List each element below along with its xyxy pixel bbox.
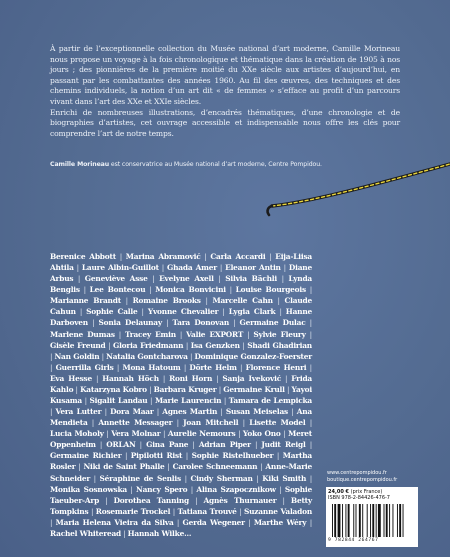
artist-separator: | [153,407,163,417]
artist-name: Hannah Höch [102,373,159,383]
artist-separator: | [217,407,226,417]
artist-separator: | [114,329,125,339]
barcode-number: 9 782844 264767 [328,538,379,543]
artist-name: Tamara de Lempicka [228,396,313,406]
artist-name: Alina Szapocznikow [196,484,276,494]
artist-name: Lygia Clark [228,307,276,317]
artist-name: Susan Meiselas [225,407,288,417]
artist-separator: | [236,506,244,516]
barcode-bar [392,504,393,537]
artist-separator: | [243,329,254,339]
artist-separator: | [121,451,131,461]
barcode-bar [378,504,381,537]
barcode-bar [399,504,401,537]
artist-name: Rosemarie Trockel [95,506,171,516]
artist-separator: | [88,506,96,516]
artist-name: Adrian Piper [198,440,251,450]
isbn: ISBN 978-2-84426-476-7 [328,495,390,501]
artist-separator: | [275,307,286,317]
artist-name: Vera Lutter [55,407,102,417]
artist-name: Betty Tompkins [50,495,312,516]
barcode-bar [389,504,390,537]
artist-separator: | [50,517,56,527]
artist-separator: | [216,384,224,394]
artist-separator: | [239,340,248,350]
artist-separator: | [305,329,312,339]
artist-separator: | [216,263,226,273]
artist-name: Roni Horn [169,373,213,383]
artist-name: Rachel Whiteread [50,528,122,538]
artist-name: Shadi Ghadirian [247,340,312,350]
artist-separator: | [87,318,99,328]
artist-name: Nancy Spero [136,484,188,494]
artist-separator: | [180,362,190,372]
artist-separator: | [103,429,112,439]
artist-name: Carla Accardi [210,252,266,261]
artist-name: Anne-Marie Schneider [50,462,312,483]
artist-name: Gloria Friedmann [112,340,184,350]
artist-separator: | [244,517,254,527]
artist-separator: | [135,440,147,450]
artist-separator: | [90,473,100,483]
artist-separator: | [218,307,229,317]
artist-name: Aurelie Nemours [167,429,236,439]
barcode-bar [342,504,343,537]
artist-name: Sylvie Fleury [253,329,306,339]
artist-name: Gina Pane [146,440,189,450]
artist-name: Lisette Model [249,418,306,428]
artist-name: Evelyne Axell [159,274,214,284]
artist-name: Sophie Ristelhueber [191,451,274,461]
artist-name: Tracey Emin [124,329,176,339]
artist-name: Laure Albin-Guillot [81,263,159,273]
artist-separator: | [272,296,285,306]
artist-name: Germaine Dulac [239,318,306,328]
artist-name: Dora Maar [110,407,154,417]
barcode-bar [356,504,357,537]
artist-separator: | [200,252,211,261]
artist-separator: | [306,517,312,527]
artist-name: Isa Genzken [190,340,240,350]
artist-name: Marcelle Cahn [212,296,273,306]
artist-separator: | [221,396,229,406]
artist-separator: | [280,429,289,439]
artist-separator: | [172,418,184,428]
artist-name: Frida Kahlo [50,373,313,394]
artist-separator: | [120,296,133,306]
artist-separator: | [147,274,160,284]
artist-separator: | [284,384,292,394]
artist-name: Sigalit Landau [89,396,148,406]
artist-name: Monika Sosnowska [50,484,127,494]
artist-separator: | [235,429,243,439]
artist-name: Lynda Benglis [50,274,313,295]
artist-name: Eija-Liisa Ahtila [50,252,312,273]
artist-name: Vera Molnar [111,429,161,439]
artist-separator: | [75,462,84,472]
barcode-bar [370,504,371,537]
barcode-bar [334,504,336,537]
artist-separator: | [238,418,250,428]
artist-name: Florence Henri [245,362,307,372]
artist-separator: | [164,462,173,472]
artist-name: Mona Hatoum [122,362,181,372]
artist-name: Louise Bourgeois [235,285,306,295]
artist-name: Natalia Gontcharova [106,351,188,361]
artist-separator: | [173,517,183,527]
barcode-bar [332,504,333,537]
artist-separator: | [288,407,297,417]
artist-separator: | [229,318,240,328]
artist-name: Diane Arbus [50,263,312,284]
artist-name: Sophie Taeuber-Arp [50,484,312,505]
artist-separator: | [305,440,313,450]
artist-separator: | [158,263,168,273]
artist-name: Nan Goldin [54,351,100,361]
artist-name: Ana Mendieta [50,407,312,428]
barcode-bar [353,504,354,537]
artist-name: Geneviève Asse [84,274,148,284]
artist-separator: | [277,274,289,284]
artist-separator: | [137,307,148,317]
artist-name: Dörte Helm [189,362,237,372]
artist-separator: | [50,362,56,372]
artist-name: Agnès Thurnauer [203,495,277,505]
artist-name: Guerrilla Girls [55,362,114,372]
artist-name: Gisèle Freund [50,340,106,350]
artist-name: Yvonne Chevalier [147,307,219,317]
back-cover-blurb [50,44,400,139]
artist-separator: | [82,396,90,406]
artist-name: Monica Bonvicini [155,285,226,295]
artist-separator: | [306,473,313,483]
artist-separator: | [236,362,246,372]
artist-name: Eva Hesse [50,373,93,383]
artist-name: Séraphine de Senlis [99,473,181,483]
artist-separator: | [147,396,155,406]
artist-name: Meret Oppenheim [50,429,313,450]
price-block [328,489,390,501]
barcode-bar [386,504,388,537]
artist-separator: | [265,252,276,261]
artist-name: Suzanne Valadon [244,506,313,516]
artist-separator: | [73,263,82,273]
artist-separator: | [126,484,137,494]
artist-name: Agnes Martin [162,407,218,417]
artist-separator: | [121,528,128,538]
artist-separator: | [187,351,195,361]
artist-separator: | [105,340,113,350]
barcode-bar [384,504,385,537]
artist-name: Judit Reigl [261,440,306,450]
artist-name: Marthe Wéry [253,517,307,527]
artist-separator: | [145,285,156,295]
barcode-bar [376,504,377,537]
artist-separator: | [99,495,114,505]
artist-separator: | [175,329,187,339]
artist-separator: | [158,373,170,383]
artist-name: Berenice Abbott [50,252,116,261]
artist-separator: | [182,451,192,461]
barcode-bar [397,504,398,537]
artist-separator: | [189,495,204,505]
artist-name: Carolee Schneemann [172,462,258,472]
artist-separator: | [146,384,154,394]
artist-separator: | [73,274,85,284]
artist-name: Marina Abramović [125,252,201,261]
artist-separator: | [252,473,263,483]
artist-separator: | [276,495,291,505]
price: 24,00 € [328,489,350,495]
artist-separator: | [99,351,107,361]
artist-name: Marie Laurencin [154,396,222,406]
artist-name: Tara Donovan [172,318,230,328]
artist-separator: | [213,274,226,284]
artist-separator: | [305,318,312,328]
artist-separator: | [305,418,313,428]
artist-separator: | [73,384,81,394]
barcode-bar [403,504,404,537]
blurb-paragraph-1: À partir de l’exceptionnelle collection du Musée national d’art moderne, Camille Morineau nous propose un voyage à la fois chronologique et thématique dans la création de 1905 à nos jours ; des pionnières de la première moitié du XXe siècle aux artistes d’aujourd’hui, en passant par les combattantes des années 1960. Au fil des œuvres, des techniques et des chemins individuels, la notion d’un art dit « de femmes » s’efface au profit d’un parcours vivant dans l’art des XXe et XXIe siècles. [50,44,400,106]
artist-name: Germaine Richier [50,451,122,461]
artist-separator: | [225,285,236,295]
artist-separator: | [170,506,178,516]
artist-name: Germaine Krull [223,384,285,394]
artist-separator: | [113,362,123,372]
artist-name: Hannah Wilke... [127,528,192,538]
artist-name: Lucia Moholy [50,429,104,439]
artist-name: Gerda Wegener [182,517,245,527]
artist-name: Martha Rosler [50,451,313,472]
artist-separator: | [273,451,283,461]
price-note: (prix France) [350,489,383,495]
artist-separator: | [75,307,87,317]
barcode-bar [367,504,368,537]
artist-separator: | [257,462,266,472]
artist-separator: | [101,407,111,417]
artist-name: Valie EXPORT [186,329,244,339]
artist-name: Yayoi Kusama [50,384,313,406]
publisher-urls [327,470,397,483]
artist-name: Barbara Kruger [153,384,217,394]
artist-separator: | [183,340,191,350]
author-name: Camille Morineau [50,161,110,168]
artist-separator: | [280,263,289,273]
artist-name: Cindy Sherman [190,473,253,483]
barcode [332,504,412,537]
artist-name: Sonia Delaunay [98,318,162,328]
artist-name: Marlene Dumas [50,329,115,339]
artist-separator: | [187,484,197,494]
artist-name: Ghada Amer [167,263,217,273]
artist-names-list [50,251,312,539]
artist-separator: | [212,373,223,383]
artist-name: Annette Messager [98,418,173,428]
artist-separator: | [275,484,285,494]
artist-name: Sophie Calle [86,307,138,317]
barcode-bar [359,504,361,537]
shop-url: boutique.centrepompidou.fr [327,476,398,483]
artist-name: Kiki Smith [262,473,307,483]
cover-artwork-wire [250,150,450,230]
artist-separator: | [200,296,213,306]
artist-name: Lee Bontecou [89,285,146,295]
artist-separator: | [250,440,262,450]
artist-separator: | [281,373,292,383]
artist-separator: | [306,362,312,372]
artist-name: Yoko Ono [242,429,281,439]
artist-name: Sanja Iveković [222,373,282,383]
artist-name: Silvia Bächli [225,274,278,284]
artist-name: Joan Mitchell [183,418,239,428]
artist-separator: | [188,440,199,450]
artist-separator: | [50,407,56,417]
artist-name: ORLAN [106,440,136,450]
artist-separator: | [162,318,173,328]
barcode-bar [345,504,346,537]
artist-name: Niki de Saint Phalle [83,462,165,472]
artist-name: Romaine Brooks [132,296,201,306]
website-url: www.centrepompidou.fr [327,470,387,476]
artist-name: Katarzyna Kobro [80,384,147,394]
author-bio-text: est conservatrice au Musée national d’art moderne, Centre Pompidou. [109,161,322,168]
barcode-sticker [326,487,418,547]
artist-separator: | [95,440,107,450]
artist-separator: | [160,429,168,439]
artist-name: Pipilotti Rist [130,451,183,461]
barcode-bar [338,504,341,537]
artist-separator: | [92,373,103,383]
barcode-bar [372,504,374,537]
artist-separator: | [87,418,99,428]
artist-name: Marianne Brandt [50,296,121,306]
barcode-bar [362,504,363,537]
artist-name: Dorothea Tanning [113,495,190,505]
artist-separator: | [115,252,126,261]
artist-name: Hanne Darboven [50,307,313,328]
artist-name: Tatiana Trouvé [177,506,237,516]
artist-separator: | [180,473,191,483]
artist-name: Eleanor Antin [225,263,281,273]
barcode-bar [348,504,350,537]
artist-separator: | [305,285,312,295]
artist-separator: | [79,285,90,295]
artist-name: Claude Cahun [50,296,313,317]
artist-separator: | [50,351,55,361]
artist-name: Dominique Gonzalez-Foerster [194,351,312,361]
blurb-paragraph-2: Enrichi de nombreuses illustrations, d’encadrés thématiques, d’une chronologie et de biographies d’artistes, cet ouvrage accessible et indispensable nous offre les clés pour comprendre l’art de notre temps. [50,107,400,138]
artist-name: Maria Helena Vieira da Silva [55,517,174,527]
